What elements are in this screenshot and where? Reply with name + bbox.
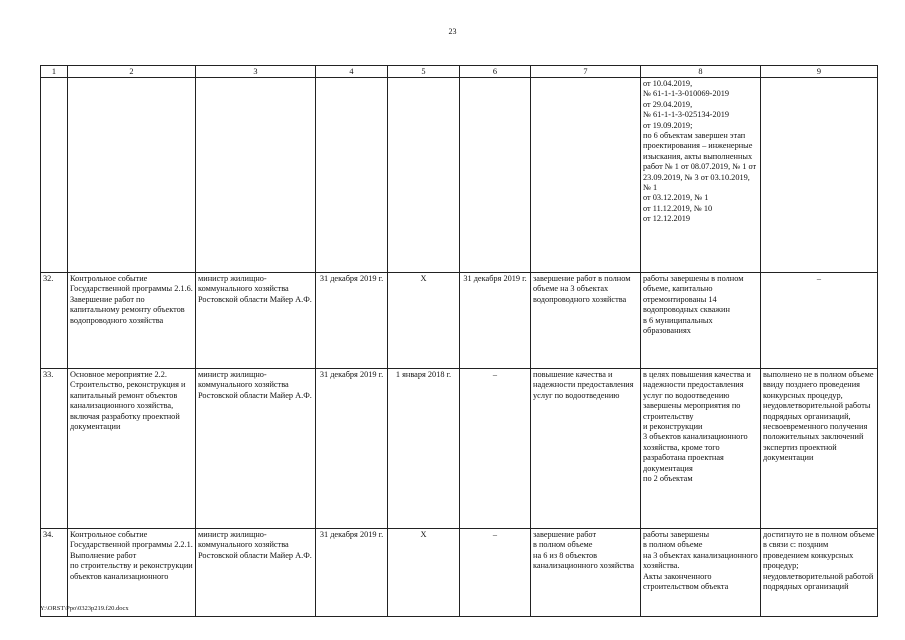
planned-date-cell: 31 декабря 2019 г. bbox=[316, 369, 388, 529]
row-number-cell: 33. bbox=[41, 369, 68, 529]
remarks-cell: выполнено не в полном объеме ввиду позднего проведения конкурсных процедур, неудовлетворительной работы подрядных организаций, несвоевременного получения положительных заключений экспертиз проектной документации bbox=[761, 369, 878, 529]
remarks-cell: достигнуто не в полном объеме в связи с: поздним проведением конкурсных процедур; неудовлетворительной работой подрядных организаций bbox=[761, 529, 878, 617]
event-name-cell bbox=[68, 78, 196, 273]
event-name-cell: Контрольное событие Государственной программы 2.2.1. Выполнение работ по строительству и реконструкции объектов канализационного bbox=[68, 529, 196, 617]
header-cell-7: 7 bbox=[531, 66, 641, 78]
header-cell-1: 1 bbox=[41, 66, 68, 78]
row-number-cell: 34. bbox=[41, 529, 68, 617]
footer-file-path: Y:\ORST\Ppo\0323p219.f20.docx bbox=[40, 605, 129, 612]
page-number: 23 bbox=[448, 27, 457, 36]
start-date-cell: X bbox=[388, 273, 460, 369]
header-cell-5: 5 bbox=[388, 66, 460, 78]
table-row-32 bbox=[41, 273, 878, 369]
table-row-34 bbox=[41, 529, 878, 617]
planned-result-cell: завершение работ в полном объеме на 6 из 8 объектов канализационного хозяйства bbox=[531, 529, 641, 617]
planned-date-cell bbox=[316, 78, 388, 273]
header-cell-8: 8 bbox=[641, 66, 761, 78]
start-date-cell bbox=[388, 78, 460, 273]
start-date-cell: 1 января 2018 г. bbox=[388, 369, 460, 529]
planned-result-cell: повышение качества и надежности предоставления услуг по водоотведению bbox=[531, 369, 641, 529]
actual-result-cell: работы завершены в полном объеме, капитально отремонтированы 14 водопроводных скважин в 6 муниципальных образованиях bbox=[641, 273, 761, 369]
row-number-cell bbox=[41, 78, 68, 273]
start-date-cell: X bbox=[388, 529, 460, 617]
planned-result-cell bbox=[531, 78, 641, 273]
planned-result-cell: завершение работ в полном объеме на 3 объектах водопроводного хозяйства bbox=[531, 273, 641, 369]
header-cell-6: 6 bbox=[460, 66, 531, 78]
actual-date-cell bbox=[460, 78, 531, 273]
header-cell-4: 4 bbox=[316, 66, 388, 78]
responsible-cell bbox=[196, 78, 316, 273]
responsible-cell: министр жилищно-коммунального хозяйства Ростовской области Майер А.Ф. bbox=[196, 273, 316, 369]
report-table bbox=[40, 65, 878, 617]
actual-result-cell: от 10.04.2019, № 61-1-1-3-010069-2019 от 29.04.2019, № 61-1-1-3-025134-2019 от 19.09.2019; по 6 объектам завершен этап проектирования – инженерные изыскания, акты выполненных работ № 1 от 08.07.2019, № 1 от 23.09.2019, № 3 от 03.10.2019, № 1 от 03.12.2019, № 1 от 11.12.2019, № 10 от 12.12.2019 bbox=[641, 78, 761, 273]
actual-date-cell: 31 декабря 2019 г. bbox=[460, 273, 531, 369]
actual-date-cell: – bbox=[460, 369, 531, 529]
actual-result-cell: работы завершены в полном объеме на 3 объектах канализационного хозяйства. Акты законченного строительством объекта bbox=[641, 529, 761, 617]
table-row-33 bbox=[41, 369, 878, 529]
header-cell-9: 9 bbox=[761, 66, 878, 78]
header-cell-3: 3 bbox=[196, 66, 316, 78]
remarks-cell: – bbox=[761, 273, 878, 369]
event-name-cell: Основное мероприятие 2.2. Строительство, реконструкция и капитальный ремонт объектов канализационного хозяйства, включая разработку проектной документации bbox=[68, 369, 196, 529]
planned-date-cell: 31 декабря 2019 г. bbox=[316, 529, 388, 617]
table-row-continuation bbox=[41, 78, 878, 273]
responsible-cell: министр жилищно-коммунального хозяйства Ростовской области Майер А.Ф. bbox=[196, 529, 316, 617]
remarks-cell bbox=[761, 78, 878, 273]
actual-result-cell: в целях повышения качества и надежности предоставления услуг по водоотведению завершены мероприятия по строительству и реконструкции 3 объектов канализационного хозяйства, кроме того разработана проектная документация по 2 объектам bbox=[641, 369, 761, 529]
header-row bbox=[41, 66, 878, 78]
header-cell-2: 2 bbox=[68, 66, 196, 78]
event-name-cell: Контрольное событие Государственной программы 2.1.6. Завершение работ по капитальному ремонту объектов водопроводного хозяйства bbox=[68, 273, 196, 369]
row-number-cell: 32. bbox=[41, 273, 68, 369]
actual-date-cell: – bbox=[460, 529, 531, 617]
responsible-cell: министр жилищно-коммунального хозяйства Ростовской области Майер А.Ф. bbox=[196, 369, 316, 529]
planned-date-cell: 31 декабря 2019 г. bbox=[316, 273, 388, 369]
